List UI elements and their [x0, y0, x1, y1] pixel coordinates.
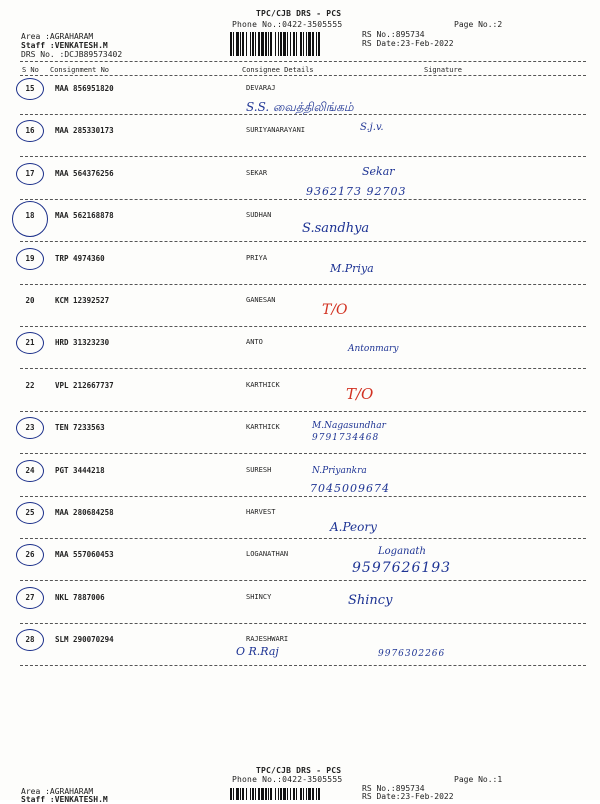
footer-rs-date: RS Date:23-Feb-2022 [362, 792, 454, 801]
handwritten-signature: S.S. வைத்திலிங்கம் [246, 100, 354, 114]
consignment-number: MAA 562168878 [55, 211, 114, 221]
row-divider [20, 665, 586, 666]
row-serial-number: 28 [25, 635, 35, 645]
tick-circle-mark [16, 78, 44, 100]
row-divider [20, 199, 586, 200]
consignment-number: MAA 285330173 [55, 126, 114, 136]
handwritten-phone-number: 7045009674 [310, 481, 390, 495]
row-serial-number: 15 [25, 84, 35, 93]
row-divider [20, 453, 586, 454]
consignee-name: LOGANATHAN [246, 550, 289, 559]
row-divider [20, 580, 586, 581]
consignment-number: KCM 12392527 [55, 296, 110, 305]
row-divider [20, 326, 586, 327]
handwritten-signature: T/O [322, 302, 348, 318]
handwritten-signature: Shincy [348, 592, 393, 608]
tick-circle-mark [16, 163, 44, 185]
consignment-number: VPL 212667737 [55, 380, 114, 390]
handwritten-signature: M.Priya [330, 261, 374, 275]
consignment-number: MAA 564376256 [55, 168, 114, 178]
table-row [0, 78, 600, 120]
consignment-number: SLM 290070294 [55, 635, 114, 645]
tick-circle-mark [16, 587, 44, 609]
footer-rs-number: RS No.:895734 [362, 784, 425, 793]
footer-barcode-image [230, 788, 356, 800]
table-row [0, 417, 600, 459]
header-divider [20, 61, 586, 62]
table-row [0, 332, 600, 374]
tick-circle-mark [16, 332, 44, 354]
barcode-image [230, 32, 356, 56]
handwritten-signature: Sekar [362, 164, 395, 178]
table-row [0, 629, 600, 671]
tick-circle-mark [16, 460, 44, 482]
row-divider [20, 538, 586, 539]
row-divider [20, 496, 586, 497]
consignee-name: SURESH [246, 465, 272, 474]
tick-circle-mark [16, 629, 44, 651]
handwritten-signature: S.j.v. [360, 122, 384, 134]
consignee-name: KARTHICK [246, 423, 280, 432]
row-serial-number: 22 [25, 380, 35, 390]
consignment-number: TEN 7233563 [55, 423, 105, 433]
tick-circle-mark [16, 248, 44, 270]
consignee-name: DEVARAJ [246, 84, 276, 92]
tick-circle-mark [16, 417, 44, 439]
next-page-header [0, 760, 600, 804]
consignment-number: HRD 31323230 [55, 338, 110, 348]
consignee-name: ANTO [246, 338, 263, 347]
consignment-number: TRP 4974360 [55, 253, 105, 263]
table-row [0, 587, 600, 629]
consignment-number: MAA 557060453 [55, 550, 114, 560]
table-row [0, 502, 600, 544]
rs-date: RS Date:23-Feb-2022 [362, 39, 454, 48]
row-divider [20, 623, 586, 624]
table-row [0, 460, 600, 502]
consignee-name: SHINCY [246, 592, 272, 601]
row-serial-number: 26 [25, 550, 35, 560]
consignee-name: SURIYANARAYANI [246, 126, 306, 135]
row-serial-number: 16 [25, 126, 35, 136]
tick-circle-mark [16, 502, 44, 524]
table-row [0, 375, 600, 417]
footer-area: Area :AGRAHARAM [21, 787, 94, 796]
consignee-name: HARVEST [246, 508, 276, 516]
tick-circle-mark [16, 544, 44, 566]
handwritten-phone-number: 9976302266 [378, 649, 446, 660]
row-serial-number: 20 [25, 296, 35, 305]
footer-page-number: Page No.:1 [454, 775, 503, 784]
consignee-name: GANESAN [246, 296, 276, 304]
col-sno: S No [22, 66, 39, 74]
row-serial-number: 19 [25, 253, 35, 263]
row-divider [20, 241, 586, 242]
footer-title: TPC/CJB DRS - PCS [256, 766, 342, 775]
consignment-number: NKL 7887006 [55, 592, 105, 602]
row-serial-number: 17 [25, 168, 35, 178]
row-serial-number: 24 [25, 465, 35, 475]
handwritten-signature: S.sandhya [302, 221, 370, 237]
handwritten-signature: O R.Raj [236, 645, 279, 659]
handwritten-phone-number: 9597626193 [352, 560, 452, 577]
handwritten-signature: N.Priyankra [312, 465, 367, 476]
rs-number: RS No.:895734 [362, 30, 425, 39]
row-serial-number: 25 [25, 508, 35, 517]
row-serial-number: 18 [25, 211, 35, 221]
handwritten-signature: Antonmary [348, 344, 399, 355]
row-divider [20, 368, 586, 369]
table-row [0, 163, 600, 205]
consignment-number: MAA 856951820 [55, 84, 114, 93]
footer-staff: Staff :VENKATESH.M [21, 795, 108, 804]
row-serial-number: 21 [25, 338, 35, 348]
row-divider [20, 156, 586, 157]
consignment-number: PGT 3444218 [55, 465, 105, 475]
handwritten-signature: T/O [346, 384, 374, 403]
handwritten-signature: A.Peory [330, 520, 377, 534]
staff-label: Staff :VENKATESH.M [21, 41, 108, 50]
row-divider [20, 114, 586, 115]
col-consignment: Consignment No [50, 66, 110, 74]
col-signature: Signature [424, 66, 462, 74]
drs-number: DRS No. :DCJB89573402 [21, 50, 123, 59]
row-serial-number: 23 [25, 423, 35, 433]
consignee-name: SEKAR [246, 168, 268, 177]
phone-number: Phone No.:0422-3505555 [232, 20, 343, 29]
consignee-name: PRIYA [246, 253, 268, 262]
handwritten-phone-number: 9791734468 [312, 433, 380, 444]
consignment-number: MAA 280684258 [55, 508, 114, 517]
table-row [0, 290, 600, 332]
row-divider [20, 284, 586, 285]
table-row [0, 120, 600, 162]
area-label: Area :AGRAHARAM [21, 32, 94, 41]
col-consignee: Consignee Details [242, 66, 314, 74]
handwritten-phone-number: 9362173 92703 [306, 184, 407, 198]
footer-phone: Phone No.:0422-3505555 [232, 775, 343, 784]
handwritten-signature: Loganath [378, 546, 426, 558]
page-number: Page No.:2 [454, 20, 503, 29]
row-serial-number: 27 [25, 592, 35, 602]
consignee-name: SUDHAN [246, 211, 272, 220]
handwritten-signature: M.Nagasundhar [312, 421, 386, 432]
consignee-name: KARTHICK [246, 380, 280, 389]
consignee-name: RAJESHWARI [246, 635, 289, 644]
table-row [0, 248, 600, 290]
header-divider-bottom [20, 75, 586, 76]
table-row [0, 205, 600, 247]
document-title: TPC/CJB DRS - PCS [256, 9, 342, 18]
table-row [0, 544, 600, 586]
row-divider [20, 411, 586, 412]
tick-circle-mark [12, 201, 48, 237]
tick-circle-mark [16, 120, 44, 142]
